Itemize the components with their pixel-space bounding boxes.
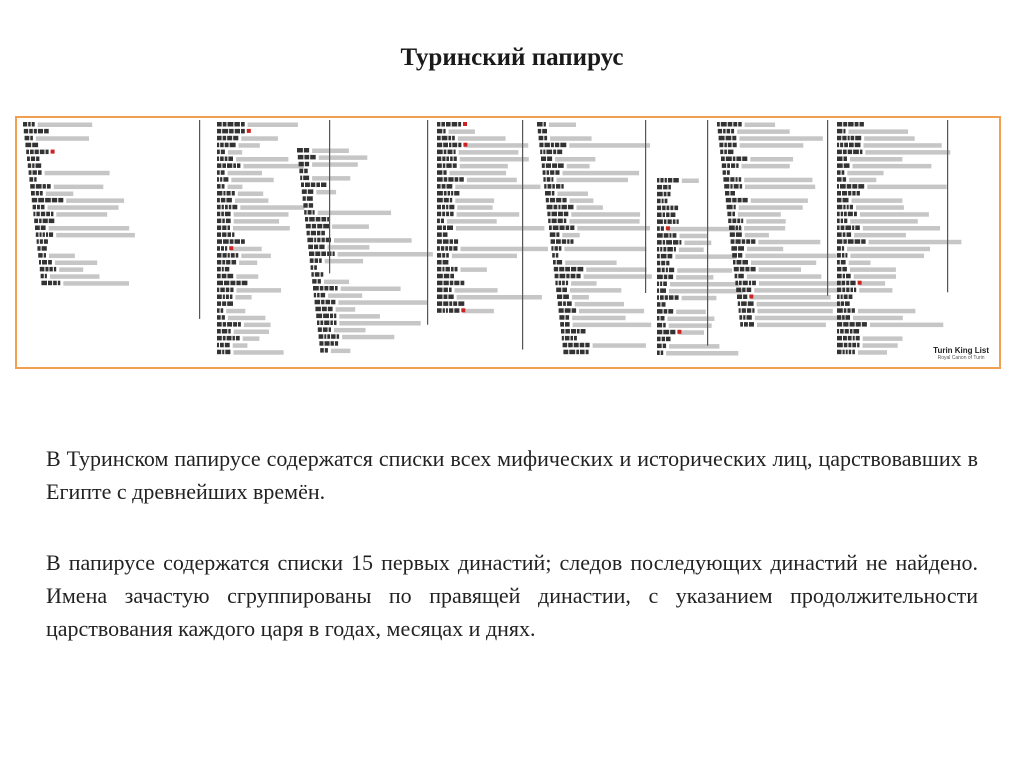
paragraph-2: В папирусе содержатся списки 15 первых династий; следов последующих династий не найдено. Имена зачастую сгруппированы по правящей династии, с указанием продолжительности царствования каждого царя в годах, месяцах и днях. xyxy=(46,550,978,641)
figure-caption-title: Turin King List xyxy=(933,346,989,355)
paragraph-1: В Туринском папирусе содержатся списки всех мифических и исторических лиц, царствовавших в Египте с древнейших времён. xyxy=(46,446,978,504)
figure-caption xyxy=(933,346,989,361)
turin-papyrus-figure xyxy=(15,116,1001,369)
slide-title: Туринский папирус xyxy=(400,44,624,71)
figure-caption-subtitle: Royal Canon of Turin xyxy=(937,355,985,361)
papyrus-columns-illustration xyxy=(17,118,999,367)
